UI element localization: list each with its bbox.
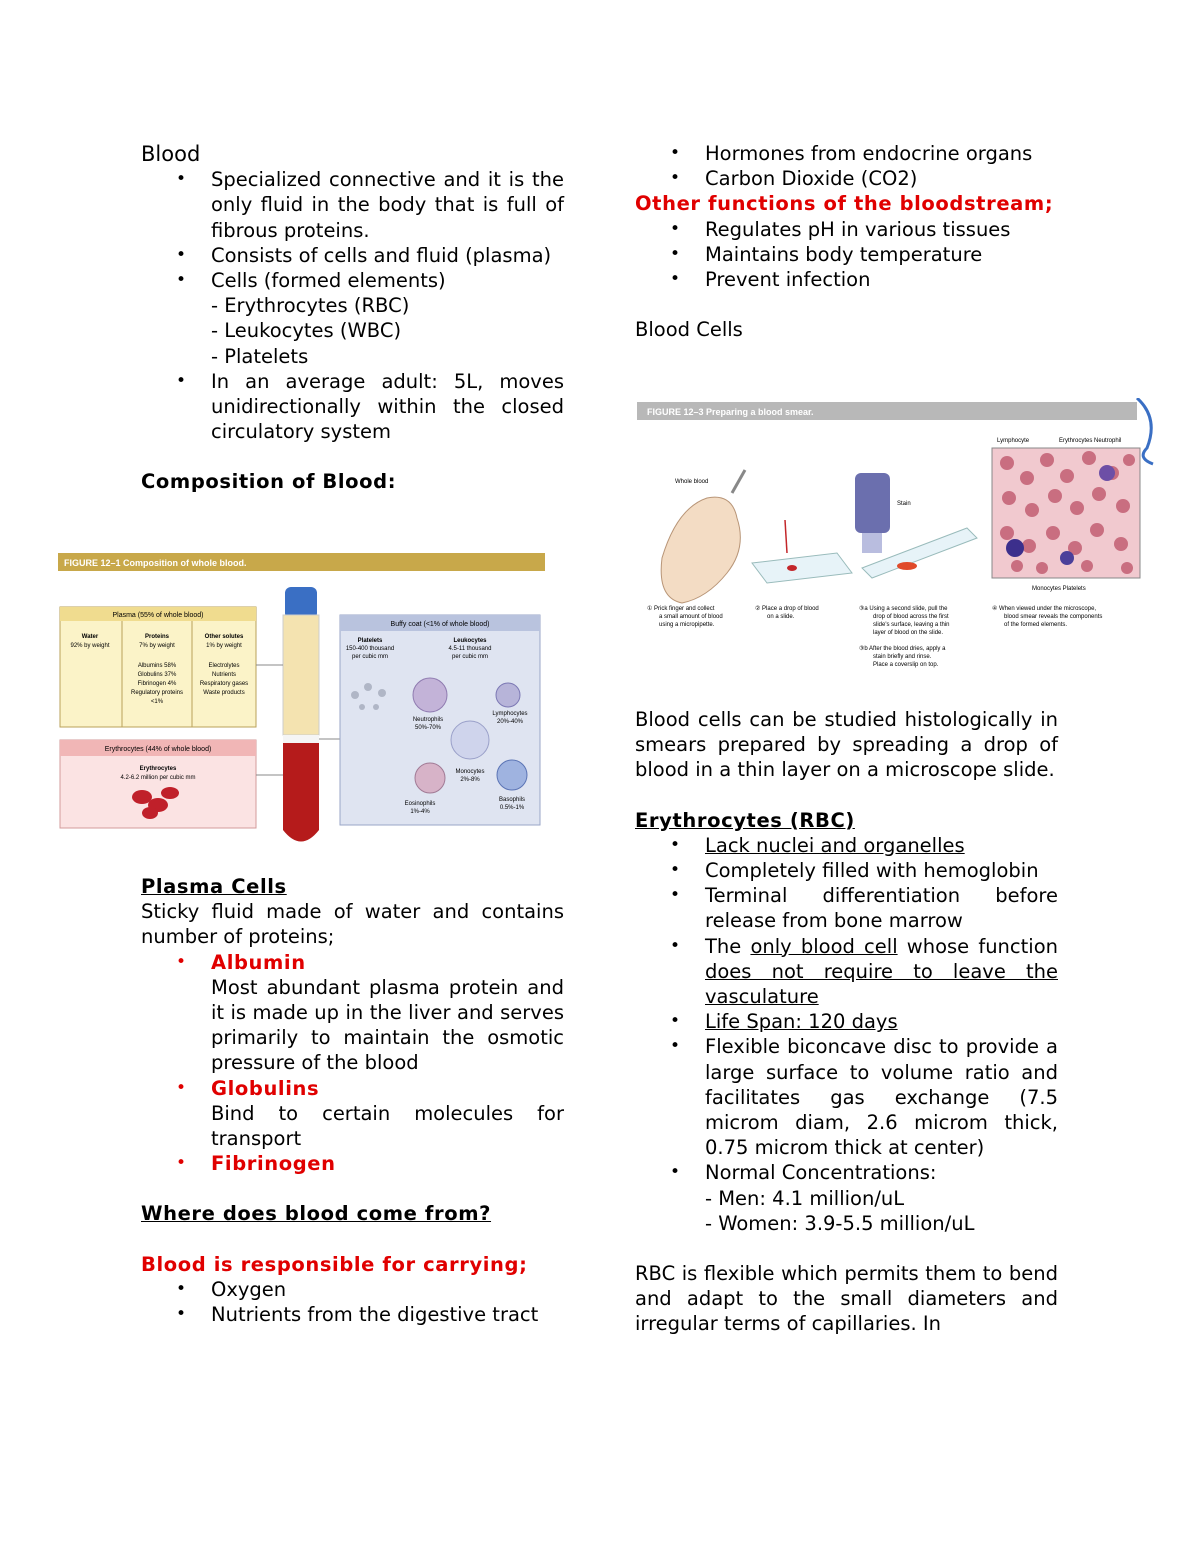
cells-label: Cells (formed elements) — [211, 269, 446, 293]
list-item — [141, 1076, 564, 1152]
plasma-intro: Sticky fluid made of water and contains number of proteins; — [141, 900, 564, 949]
rbc-item-text: The — [705, 934, 751, 958]
albumin-desc: Most abundant plasma protein and it is made up in the liver and serves primarily to maintain the osmotic pressure of the blood — [211, 975, 564, 1075]
leukocytes-unit: per cubic mm — [451, 654, 489, 660]
list-item: • Specialized connective and it is the only fluid in the body that is full of fibrous proteins. — [141, 167, 564, 243]
rbc-list — [635, 833, 1058, 1236]
rbc-item-concentrations: Normal Concentrations: — [705, 1161, 937, 1185]
list-item: • Nutrients from the digestive tract — [141, 1302, 564, 1327]
list-item: • In an average adult: 5L, moves unidirectionally within the closed circulatory system — [141, 369, 564, 445]
list-item — [635, 833, 1058, 858]
step1-line: using a micropipette. — [659, 622, 715, 628]
list-item — [141, 950, 564, 1076]
neutrophils-value: 50%-70% — [414, 725, 442, 731]
list-item: • Hormones from endocrine organs — [635, 141, 1058, 166]
solutes-label: Other solutes — [204, 634, 244, 640]
erythro-count: 4.2-6.2 million per cubic mm — [120, 775, 196, 781]
step4-line: blood smear reveals the components — [1004, 614, 1103, 620]
basophils-value: 0.5%-1% — [499, 805, 525, 811]
leukocytes-count: 4.5-11 thousand — [448, 646, 492, 652]
mono-plate-label: Monocytes Platelets — [1032, 586, 1086, 592]
water-label: Water — [81, 634, 99, 640]
platelets-label: Platelets — [357, 638, 383, 644]
step4-line: ④ When viewed under the microscope, — [992, 606, 1097, 612]
functions-heading: Other functions of the bloodstream; — [635, 192, 1054, 216]
blood-cells-paragraph: Blood cells can be studied histologically in smears prepared by spreading a drop of blood in a thin layer on a microscope slide. — [635, 708, 1058, 782]
composition-heading: Composition of Blood: — [141, 470, 397, 494]
rbc-item-underlined: does not require to leave the vasculature — [705, 959, 1058, 1009]
list-item: • Oxygen — [141, 1277, 564, 1302]
proteins-item: <1% — [150, 699, 164, 705]
list-item: • Maintains body temperature — [635, 242, 1058, 267]
monocytes-value: 2%-8% — [460, 777, 480, 783]
conc-men: - Men: 4.1 million/uL — [705, 1186, 905, 1210]
step3a-line: drop of blood across the first — [873, 614, 949, 620]
blood-title: Blood — [141, 142, 201, 166]
blood-bullet-list — [141, 167, 564, 444]
lymphocytes-value: 20%-40% — [496, 719, 524, 725]
step3a-line: slide's surface, leaving a thin — [873, 622, 950, 628]
step3b-line: ③b After the blood dries, apply a — [859, 646, 946, 652]
solutes-item: Nutrients — [211, 672, 237, 678]
list-item — [635, 934, 1058, 1010]
rbc-item-nuclei: Lack nuclei and organelles — [705, 833, 965, 857]
right-column-lower — [635, 707, 1058, 1337]
erythro-label: Erythrocytes — [139, 766, 177, 772]
list-item: • Flexible biconcave disc to provide a large surface to volume ratio and facilitates gas exchange (7.5 microm diam, 2.6 microm thick, 0.75 microm thick at center) — [635, 1034, 1058, 1160]
step2-line: on a slide. — [767, 614, 795, 620]
basophils-label: Basophils — [498, 797, 526, 803]
cell-type-platelets: - Platelets — [211, 344, 309, 368]
proteins-item: Globulins 37% — [137, 672, 177, 678]
rbc-item-underlined: only blood cell — [750, 934, 898, 958]
carry-list-continued — [635, 141, 1058, 191]
step3a-line: layer of blood on the slide. — [873, 630, 944, 636]
buffy-header: Buffy coat (<1% of whole blood) — [390, 621, 490, 628]
list-item: • Carbon Dioxide (CO2) — [635, 166, 1058, 191]
functions-list — [635, 217, 1058, 293]
conc-women: - Women: 3.9-5.5 million/uL — [705, 1211, 975, 1235]
carry-list — [141, 1277, 564, 1327]
solutes-value: 1% by weight — [206, 643, 242, 649]
step1-line: ① Prick finger and collect — [647, 606, 715, 612]
carry-heading: Blood is responsible for carrying; — [141, 1252, 528, 1276]
solutes-item: Waste products — [203, 690, 245, 696]
where-heading: Where does blood come from? — [141, 1202, 492, 1226]
left-column-lower — [141, 874, 564, 1327]
proteins-item: Fibrinogen 4% — [137, 681, 177, 687]
rbc-paragraph: RBC is flexible which permits them to bend and adapt to the small diameters and irregular terms of capillaries. In — [635, 1262, 1058, 1336]
plasma-list — [141, 950, 564, 1177]
globulins-label: Globulins — [211, 1076, 320, 1100]
list-item: • Prevent infection — [635, 267, 1058, 292]
plasma-heading: Plasma Cells — [141, 875, 287, 898]
albumin-label: Albumin — [211, 950, 306, 974]
leukocytes-label: Leukocytes — [453, 638, 487, 644]
list-item: • Terminal differentiation before release from bone marrow — [635, 883, 1058, 933]
proteins-item: Albumins 58% — [137, 663, 177, 669]
step3a-line: ③a Using a second slide, pull the — [859, 606, 948, 612]
composition-figure — [50, 535, 566, 853]
step4-line: of the formed elements. — [1004, 622, 1068, 628]
fibrinogen-label: Fibrinogen — [211, 1152, 336, 1176]
list-item — [141, 1151, 564, 1176]
eosinophils-value: 1%-4% — [410, 809, 430, 815]
cell-type-leukocytes: - Leukocytes (WBC) — [211, 319, 402, 343]
platelets-count: 150-400 thousand — [345, 646, 395, 652]
plasma-header: Plasma (55% of whole blood) — [112, 612, 204, 619]
stain-label: Stain — [897, 501, 911, 507]
neutrophils-label: Neutrophils — [412, 717, 444, 723]
erythro-neutro-label: Erythrocytes Neutrophil — [1059, 438, 1122, 444]
list-item: • Completely filled with hemoglobin — [635, 858, 1058, 883]
erythro-header: Erythrocytes (44% of whole blood) — [104, 746, 212, 753]
step3b-line: Place a coverslip on top. — [873, 662, 939, 668]
lymphocytes-label: Lymphocytes — [492, 711, 528, 717]
rbc-item-text: whose function — [897, 934, 1058, 958]
cell-type-erythrocytes: - Erythrocytes (RBC) — [211, 294, 410, 318]
list-item: • Regulates pH in various tissues — [635, 217, 1058, 242]
list-item — [141, 268, 564, 369]
monocytes-label: Monocytes — [455, 769, 485, 775]
blood-cells-heading: Blood Cells — [635, 318, 743, 342]
lymphocyte-label: Lymphocyte — [997, 438, 1030, 444]
step2-line: ② Place a drop of blood — [755, 606, 819, 612]
step3b-line: stain briefly and rinse. — [873, 654, 932, 660]
water-value: 92% by weight — [70, 643, 110, 649]
whole-blood-label: Whole blood — [675, 479, 709, 485]
rbc-item-lifespan: Life Span: 120 days — [705, 1010, 898, 1034]
solutes-item: Respiratory gases — [199, 681, 249, 687]
figure1-caption: FIGURE 12–1 Composition of whole blood. — [64, 558, 247, 568]
blood-smear-figure — [637, 398, 1157, 681]
list-item — [635, 1009, 1058, 1034]
step1-line: a small amount of blood — [659, 614, 723, 620]
proteins-item: Regulatory proteins — [130, 690, 184, 696]
figure3-caption: FIGURE 12–3 Preparing a blood smear. — [647, 407, 814, 417]
proteins-label: Proteins — [144, 634, 170, 640]
globulins-desc: Bind to certain molecules for transport — [211, 1101, 564, 1151]
solutes-item: Electrolytes — [208, 663, 240, 669]
proteins-value: 7% by weight — [139, 643, 175, 649]
right-column — [635, 141, 1058, 342]
eosinophils-label: Eosinophils — [404, 801, 436, 807]
rbc-heading: Erythrocytes (RBC) — [635, 808, 855, 832]
left-column — [141, 142, 564, 495]
list-item: • Consists of cells and fluid (plasma) — [141, 243, 564, 268]
list-item — [635, 1160, 1058, 1236]
platelets-unit: per cubic mm — [351, 654, 389, 660]
